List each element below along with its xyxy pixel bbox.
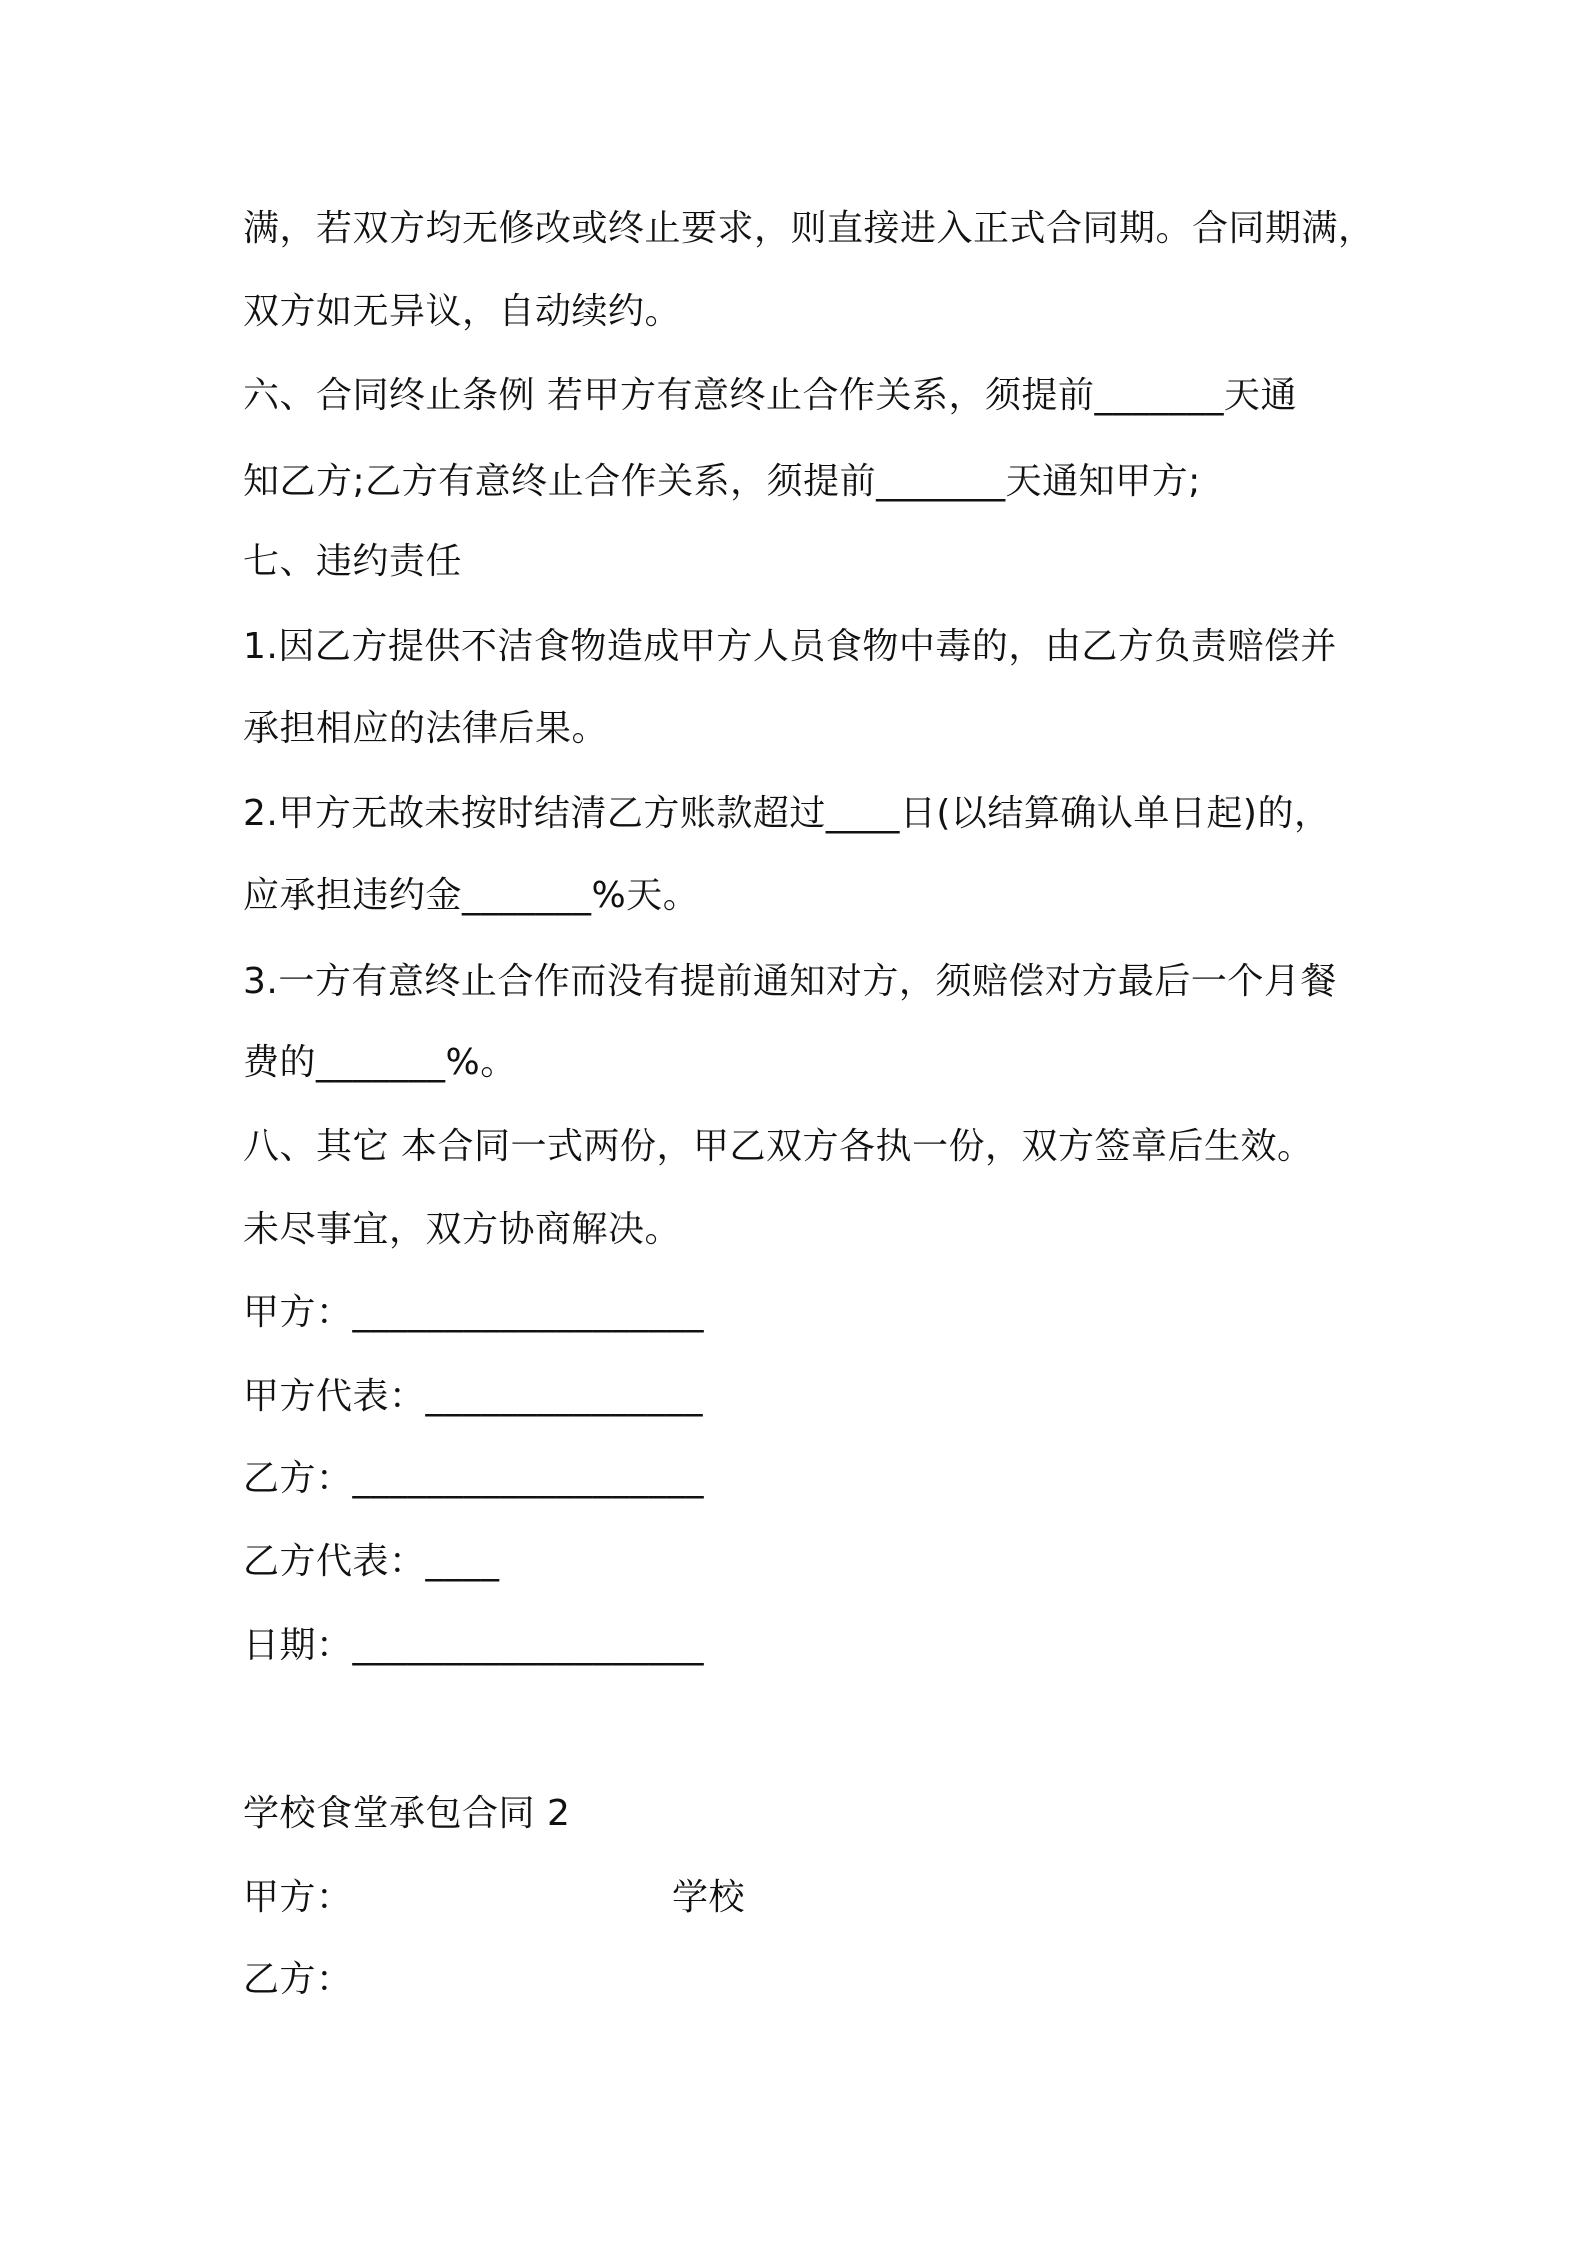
breach-clause-2: 2.甲方无故未按时结清乙方账款超过____日(以结算确认单日起)的，	[243, 793, 1331, 834]
party-a-school-name: 学校	[672, 1877, 746, 1918]
contract-text-line: 双方如无异议，自动续约。	[243, 291, 682, 332]
party-b-representative-field: 乙方代表：____	[243, 1541, 500, 1582]
contract-text-line: 应承担违约金_______%天。	[243, 875, 700, 916]
contract-text-line: 知乙方;乙方有意终止合作关系，须提前_______天通知甲方;	[243, 461, 1201, 502]
contract-text-line: 满，若双方均无修改或终止要求，则直接进入正式合同期。合同期满，	[243, 208, 1375, 249]
contract-text-line: 费的_______%。	[243, 1042, 517, 1083]
party-a-signature-field: 甲方：___________________	[243, 1292, 705, 1333]
contract-text-line: 承担相应的法律后果。	[243, 708, 609, 749]
party-b-signature-field: 乙方：___________________	[243, 1458, 705, 1499]
contract-2-title: 学校食堂承包合同 2	[243, 1793, 571, 1834]
breach-clause-3: 3.一方有意终止合作而没有提前通知对方，须赔偿对方最后一个月餐	[243, 961, 1337, 1002]
party-b-label: 乙方：	[243, 1959, 353, 2000]
section-six-termination: 六、合同终止条例 若甲方有意终止合作关系，须提前_______天通	[243, 375, 1297, 416]
date-field: 日期：___________________	[243, 1625, 705, 1666]
section-eight-other: 八、其它 本合同一式两份，甲乙双方各执一份，双方签章后生效。	[243, 1126, 1314, 1167]
party-a-representative-field: 甲方代表：_______________	[243, 1376, 704, 1417]
party-a-label: 甲方：	[243, 1877, 353, 1918]
section-seven-heading: 七、违约责任	[243, 541, 463, 582]
contract-text-line: 未尽事宜，双方协商解决。	[243, 1209, 682, 1250]
breach-clause-1: 1.因乙方提供不洁食物造成甲方人员食物中毒的，由乙方负责赔偿并	[243, 626, 1337, 667]
